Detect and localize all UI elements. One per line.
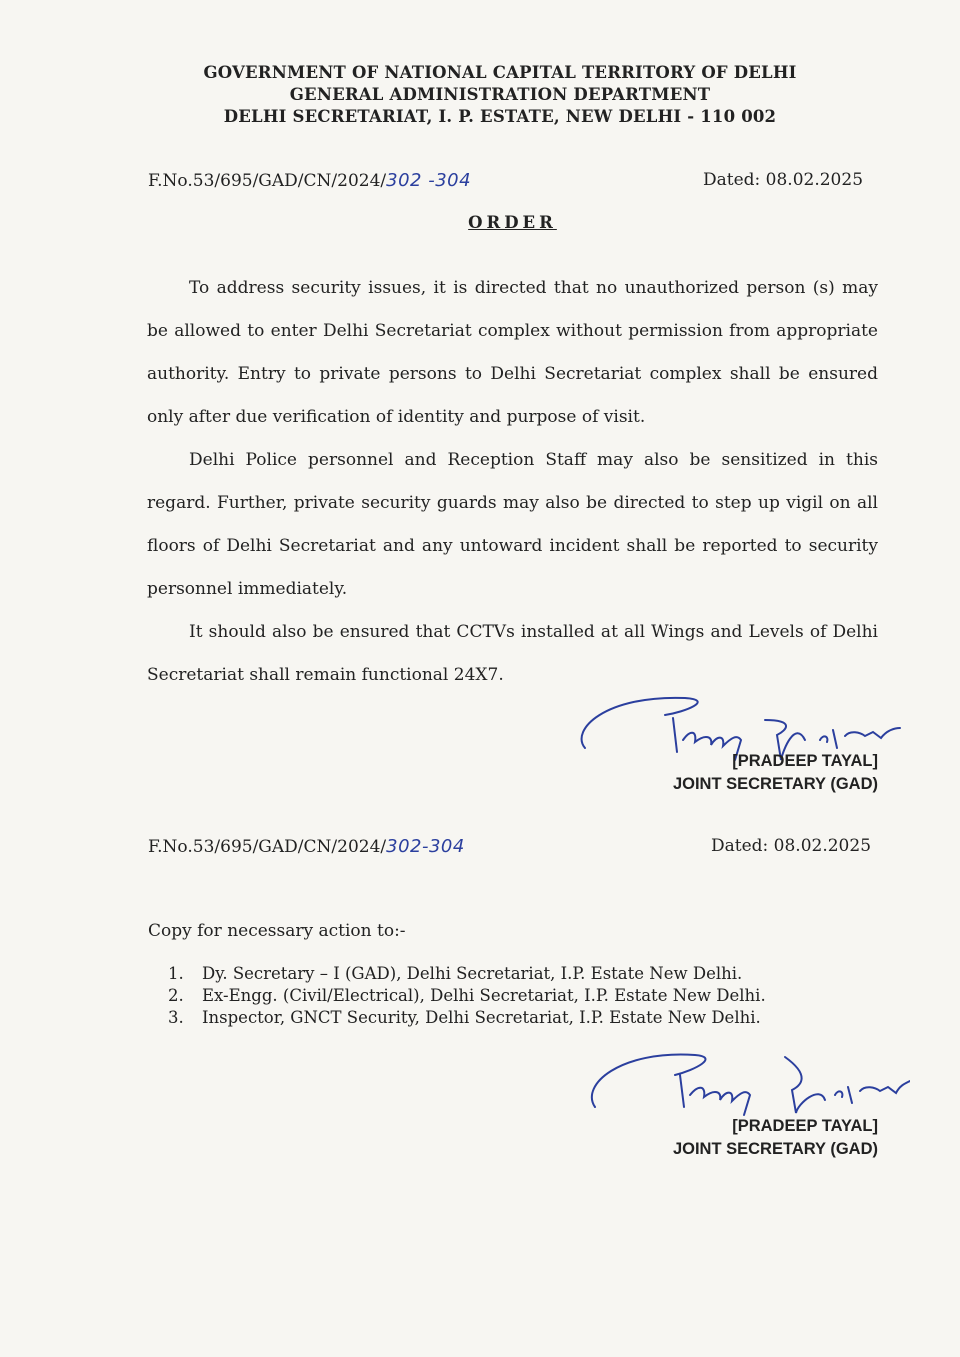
order-body: [147, 267, 878, 697]
list-item: 2. Ex-Engg. (Civil/Electrical), Delhi Secretariat, I.P. Estate New Delhi.: [168, 986, 766, 1005]
paragraph-3: It should also be ensured that CCTVs installed at all Wings and Levels of Delhi Secretariat shall remain functional 24X7.: [147, 622, 878, 685]
list-item: 1. Dy. Secretary – I (GAD), Delhi Secretariat, I.P. Estate New Delhi.: [168, 964, 743, 983]
copy-recipients-list: [168, 963, 766, 1029]
signatory-block-2: [673, 1115, 878, 1161]
signatory-designation-2: JOINT SECRETARY (GAD): [672, 1140, 878, 1158]
letterhead-government: GOVERNMENT OF NATIONAL CAPITAL TERRITORY OF DELHI: [203, 63, 797, 82]
signatory-designation: JOINT SECRETARY (GAD): [672, 775, 878, 793]
order-date: Dated: 08.02.2025: [703, 170, 864, 190]
order-title: ORDER: [468, 213, 557, 232]
letterhead-department: GENERAL ADMINISTRATION DEPARTMENT: [289, 85, 711, 104]
paragraph-1: To address security issues, it is directed that no unauthorized person (s) may be allowed to enter Delhi Secretariat complex without permission from appropriate authority. Entry to private persons to Delhi Secretariat complex shall be ensured only after due verification of identity and purpose of visit.: [147, 278, 878, 427]
signatory-block: [673, 750, 878, 796]
signatory-name-2: [PRADEEP TAYAL]: [732, 1117, 878, 1135]
copy-label: Copy for necessary action to:-: [148, 921, 406, 941]
file-number-handwritten: 302 -304: [386, 170, 472, 191]
signatory-name: [PRADEEP TAYAL]: [732, 752, 878, 770]
letterhead-address: DELHI SECRETARIAT, I. P. ESTATE, NEW DELHI - 110 002: [223, 107, 777, 126]
file-number-2-handwritten: 302-304: [386, 836, 465, 857]
letterhead: [0, 62, 960, 128]
list-item: 3. Inspector, GNCT Security, Delhi Secretariat, I.P. Estate New Delhi.: [168, 1008, 761, 1027]
file-number-2: [148, 836, 465, 857]
file-number-prefix: F.No.53/695/GAD/CN/2024/: [148, 171, 387, 191]
file-number: [148, 170, 471, 191]
paragraph-2: Delhi Police personnel and Reception Staff may also be sensitized in this regard. Further, private security guards may also be directed to step up vigil on all floors of Delhi Secretariat and any untoward incident shall be reported to security personnel immediately.: [147, 450, 878, 599]
file-number-2-prefix: F.No.53/695/GAD/CN/2024/: [148, 837, 387, 857]
copy-date: Dated: 08.02.2025: [711, 836, 872, 856]
signature-image-2: [580, 1045, 910, 1120]
